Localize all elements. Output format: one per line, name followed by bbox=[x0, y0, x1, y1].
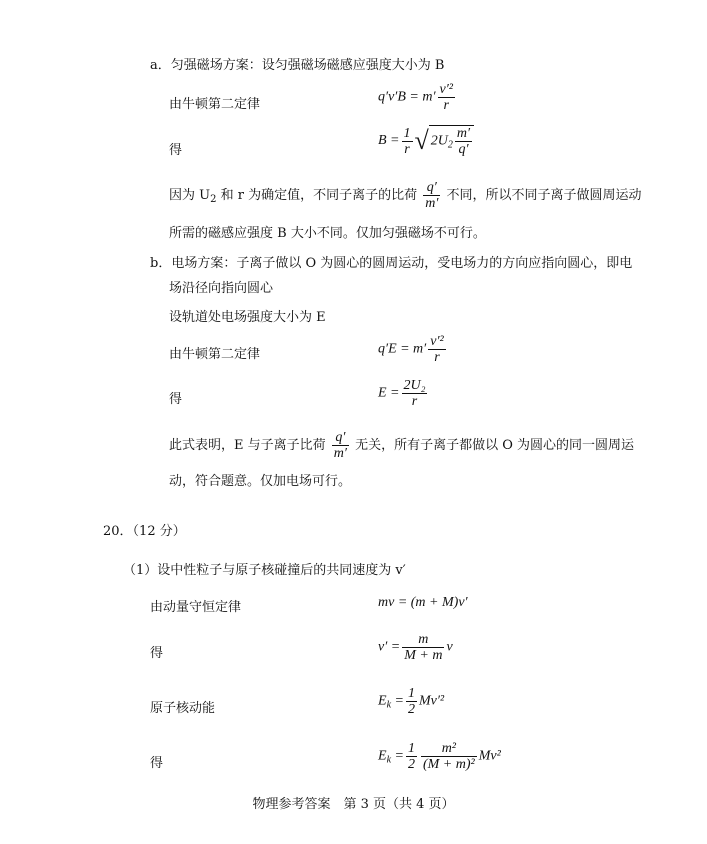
part-b-conclusion-line-1: 此式表明，E 与子离子比荷 $\frac{q'}{m'}$ 无关，所有子离子都做以 O 为圆心的同一圆周运 bbox=[169, 430, 635, 461]
question-20-header: 20．（12 分） bbox=[103, 524, 186, 539]
kinetic-energy-equation-2: $E_k$ = $\frac{1}{2}$ $\frac{\text{m²}}{\text{(M + m)²}}$ Mv² bbox=[378, 741, 501, 772]
kinetic-energy-equation-1: $E_k$ = $\frac{1}{2}$ Mv′² bbox=[378, 686, 445, 717]
momentum-label: 由动量守恒定律 bbox=[150, 600, 242, 615]
part-b-intro-line-2: 场沿径向指向圆心 bbox=[169, 281, 274, 296]
part-b-newton-label: 由牛顿第二定律 bbox=[169, 347, 261, 362]
part-a-equation-2: B = $\frac{1}{r}$ √ $2U_2$ $\frac{m'}{q'}$ bbox=[378, 125, 474, 157]
page-footer: 物理参考答案 第 3 页（共 4 页） bbox=[252, 797, 455, 812]
get-label-2: 得 bbox=[150, 756, 164, 771]
part-a-conclusion-line-2: 所需的磁感应强度 B 大小不同。仅加匀强磁场不可行。 bbox=[169, 226, 486, 241]
part-b-equation-2: E = $\frac{\text{2U₂}}{r}$ bbox=[378, 378, 426, 409]
velocity-equation: v′ = $\frac{m}{M + m}$ v bbox=[378, 632, 453, 663]
part-a-conclusion-line-1: 因为 $U_2$ 和 r 为确定值，不同子离子的比荷 $\frac{q'}{m'}$ 不同，所以不同子离子做圆周运动 bbox=[169, 180, 642, 211]
part-a-newton-label: 由牛顿第二定律 bbox=[169, 97, 261, 112]
part-a-get-label: 得 bbox=[169, 143, 183, 158]
momentum-equation: mv = (m + M)v′ bbox=[378, 595, 468, 610]
part-a-intro: a．匀强磁场方案：设匀强磁场磁感应强度大小为 B bbox=[150, 58, 445, 73]
part-b-intro-line-1: b．电场方案：子离子做以 O 为圆心的圆周运动，受电场力的方向应指向圆心，即电 bbox=[150, 256, 633, 271]
get-label-1: 得 bbox=[150, 646, 164, 661]
question-20-sub-1: （1）设中性粒子与原子核碰撞后的共同速度为 v′ bbox=[123, 563, 406, 578]
part-b-setup: 设轨道处电场强度大小为 E bbox=[169, 310, 326, 325]
part-a-equation-1: q′v′B = m′ $\frac{\text{v′²}}{r}$ bbox=[378, 82, 453, 113]
part-b-equation-1: q′E = m′ $\frac{\text{v′²}}{r}$ bbox=[378, 334, 444, 365]
kinetic-energy-label: 原子核动能 bbox=[150, 701, 216, 716]
part-b-get-label: 得 bbox=[169, 392, 183, 407]
part-b-conclusion-line-2: 动，符合题意。仅加电场可行。 bbox=[169, 474, 352, 489]
